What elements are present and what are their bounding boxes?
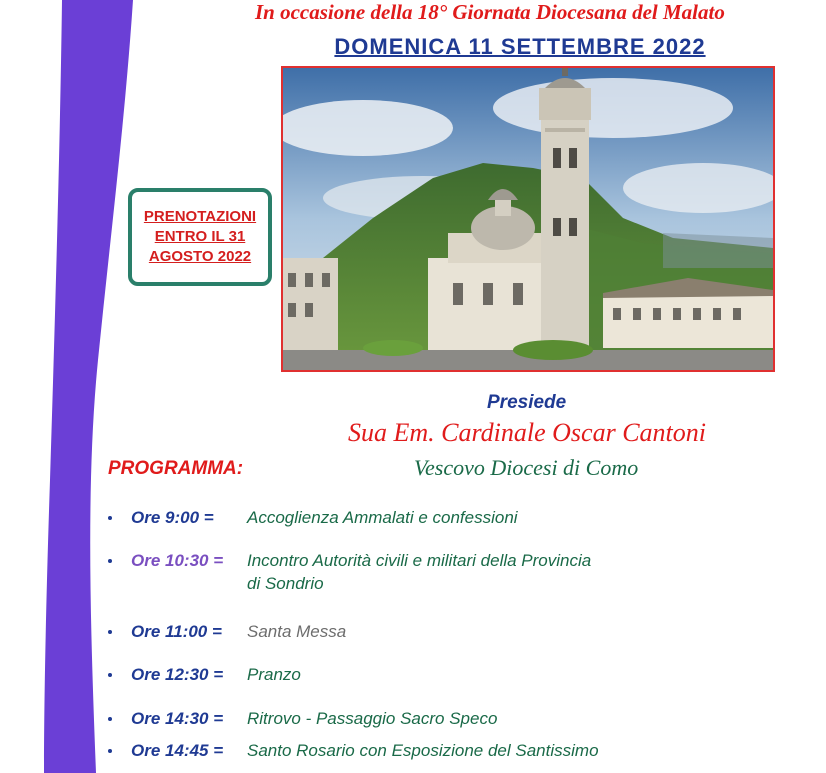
bullet-icon [108, 516, 112, 520]
bishop-role: Vescovo Diocesi di Como [414, 455, 639, 480]
event-date: DOMENICA 11 SETTEMBRE 2022 [334, 34, 706, 59]
presiding-label: Presiede [487, 392, 567, 413]
occasion-title: In occasione della 18° Giornata Diocesana del Malato [255, 0, 725, 24]
schedule-time: Ore 14:30 = [131, 709, 224, 728]
decorative-purple-swoosh [0, 0, 140, 773]
bullet-icon [108, 630, 112, 634]
church-photo [281, 66, 775, 372]
schedule-activity: Santo Rosario con Esposizione del Santissimo [247, 741, 599, 760]
schedule-activity: Pranzo [247, 665, 301, 684]
bullet-icon [108, 673, 112, 677]
bullet-icon [108, 717, 112, 721]
church-illustration [283, 68, 773, 370]
program-heading: PROGRAMMA: [108, 458, 244, 479]
booking-deadline-box [128, 188, 272, 286]
schedule-activity-continued: di Sondrio [247, 574, 324, 593]
bullet-icon [108, 749, 112, 753]
schedule-time: Ore 12:30 = [131, 665, 224, 684]
schedule-time: Ore 14:45 = [131, 741, 224, 760]
schedule-activity: Incontro Autorità civili e militari della Provincia [247, 551, 592, 570]
booking-line-3: AGOSTO 2022 [148, 248, 252, 265]
schedule-activity: Santa Messa [247, 622, 347, 641]
schedule-time: Ore 10:30 = [131, 551, 224, 570]
schedule-activity: Accoglienza Ammalati e confessioni [247, 508, 518, 527]
schedule-time: Ore 11:00 = [131, 622, 222, 641]
cardinal-name: Sua Em. Cardinale Oscar Cantoni [348, 418, 706, 447]
booking-line-2: ENTRO IL 31 [154, 228, 246, 245]
booking-line-1: PRENOTAZIONI [143, 208, 257, 225]
schedule-activity: Ritrovo - Passaggio Sacro Speco [247, 709, 498, 728]
schedule-time: Ore 9:00 = [131, 508, 214, 527]
bullet-icon [108, 559, 112, 563]
